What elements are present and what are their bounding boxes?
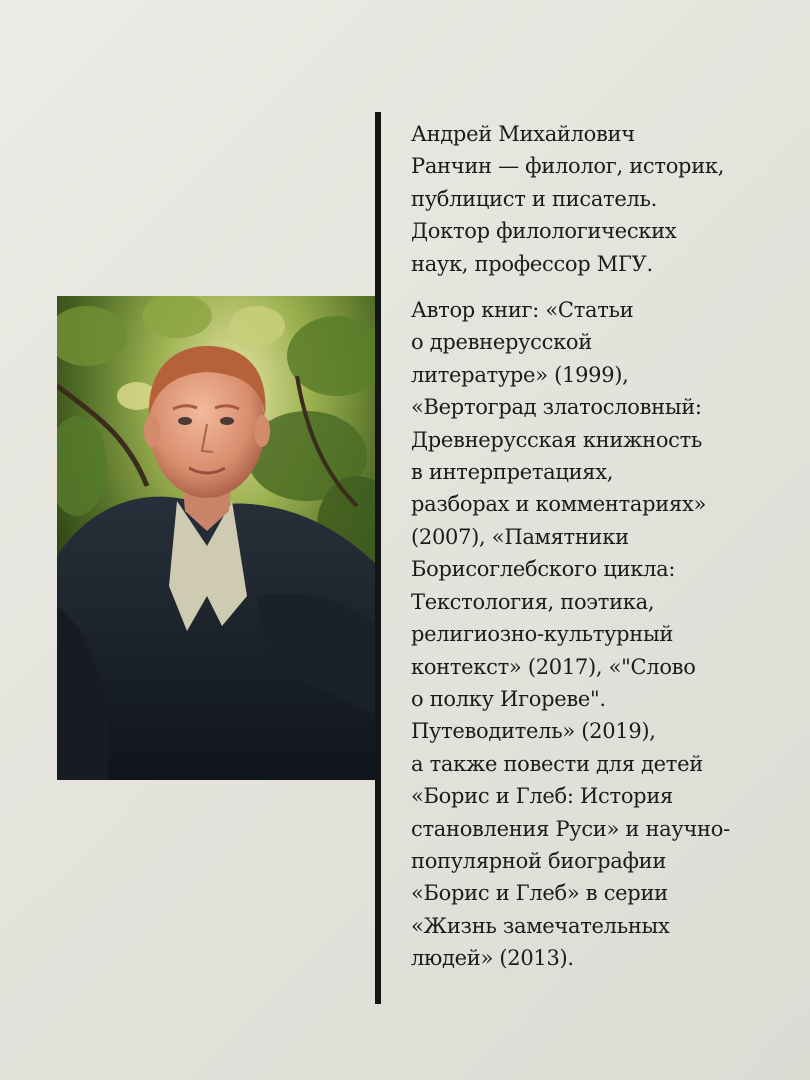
bio-works-paragraph	[411, 294, 801, 975]
bio-line: а также повести для детей	[411, 751, 703, 776]
bio-line: (2007), «Памятники	[411, 524, 629, 549]
bio-line: «Борис и Глеб» в серии	[411, 881, 668, 906]
bio-line: Текстология, поэтика,	[411, 589, 655, 614]
bio-line: становления Руси» и научно-	[411, 816, 730, 841]
bio-intro-paragraph	[411, 118, 801, 280]
bio-line: религиозно-культурный	[411, 622, 674, 647]
author-photo	[57, 296, 378, 780]
bio-line: наук, профессор МГУ.	[411, 251, 653, 276]
bio-line: популярной биографии	[411, 848, 667, 873]
bio-line: публицист и писатель.	[411, 186, 658, 211]
bio-line: Борисоглебского цикла:	[411, 557, 676, 582]
bio-line: Древнерусская книжность	[411, 427, 703, 452]
bio-line: людей» (2013).	[411, 946, 574, 971]
vertical-divider-rule	[375, 112, 381, 1004]
bio-line: Ранчин — филолог, историк,	[411, 154, 725, 179]
bio-line: Путеводитель» (2019),	[411, 719, 656, 744]
bio-line: «Вертоград златословный:	[411, 395, 702, 420]
bio-line: о древнерусской	[411, 330, 592, 355]
bio-line: литературе» (1999),	[411, 362, 629, 387]
bio-line: Андрей Михайлович	[411, 122, 635, 146]
bio-line: о полку Игореве".	[411, 686, 606, 711]
author-portrait-image	[57, 296, 378, 780]
bio-line: Доктор филологических	[411, 219, 677, 244]
bio-line: разборах и комментариях»	[411, 492, 707, 517]
bio-line: в интерпретациях,	[411, 460, 614, 485]
bio-line: контекст» (2017), «"Слово	[411, 654, 696, 679]
author-bio	[411, 118, 801, 975]
bio-line: Автор книг: «Статьи	[411, 298, 634, 323]
bio-line: «Борис и Глеб: История	[411, 784, 673, 809]
bio-line: «Жизнь замечательных	[411, 913, 670, 938]
